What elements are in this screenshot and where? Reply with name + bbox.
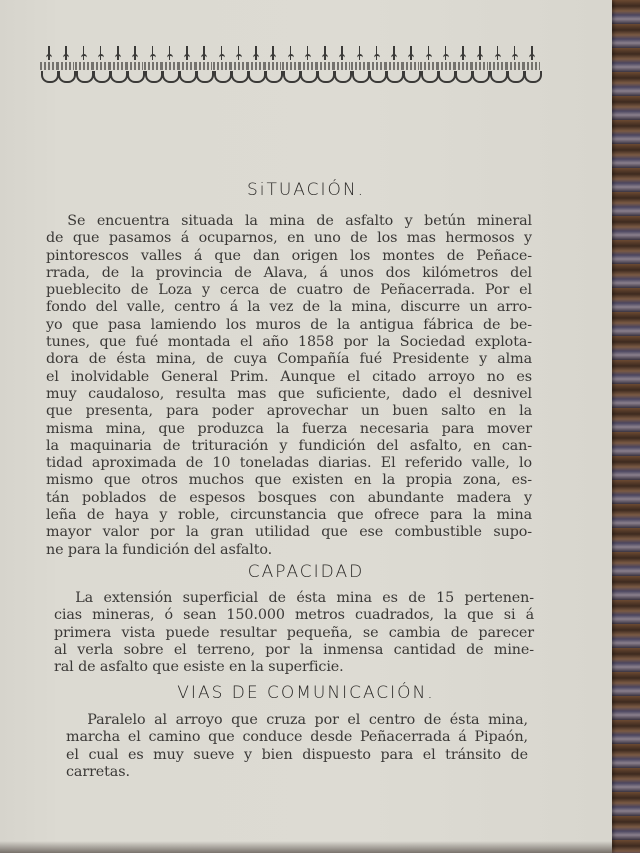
ornament-unit-icon	[264, 46, 281, 82]
text-line: dora de ésta mina, de cuya Compañía fué Presidente y alma	[46, 351, 532, 368]
ornament-unit-icon	[57, 46, 74, 82]
text-line: fondo del valle, centro á la vez de la mina, discurre un arro-	[46, 299, 532, 316]
text-line: pueblecito de Loza y cerca de cuatro de Peñacerrada. Por el	[46, 282, 532, 299]
ornament-unit-icon	[126, 46, 143, 82]
ornament-unit-icon	[195, 46, 212, 82]
text-line: leña de haya y roble, circunstancia que ofrece para la mina	[46, 507, 532, 524]
text-line: misma mina, que produzca la fuerza necesaria para mover	[46, 420, 532, 437]
text-line: tunes, que fué montada el año 1858 por la Sociedad explota-	[46, 334, 532, 351]
text-line: yo que pasa lamiendo los muros de la antigua fábrica de be-	[46, 316, 532, 333]
text-line: rrada, de la provincia de Alava, á unos dos kilómetros del	[46, 264, 532, 281]
text-line: de que pasamos á ocuparnos, en uno de los mas hermosos y	[46, 230, 532, 247]
text-line: Se encuentra situada la mina de asfalto y betún mineral	[46, 213, 532, 229]
heading-capacidad: CAPACIDAD	[247, 562, 365, 582]
heading-vias-de-comunicacion: VIAS DE COMUNICACIÓN.	[177, 683, 435, 703]
text-line: cias mineras, ó sean 150.000 metros cuadrados, la que si á	[54, 607, 534, 624]
text-line: mismo que otros muchos que existen en la propia zona, es-	[46, 472, 532, 489]
text-line: pintorescos valles á que dan origen los montes de Peñace-	[46, 247, 532, 264]
text-line: tán poblados de espesos bosques con abundante madera y	[46, 489, 532, 506]
paragraph-situacion	[46, 213, 532, 559]
ornament-unit-icon	[92, 46, 109, 82]
ornament-unit-icon	[40, 46, 57, 82]
ornament-unit-icon	[368, 46, 385, 82]
heading-situacion: SiTUACIÓN.	[246, 180, 366, 200]
wooden-table-background	[610, 0, 640, 853]
ornament-unit-icon	[230, 46, 247, 82]
ornament-unit-icon	[489, 46, 506, 82]
ornament-unit-icon	[420, 46, 437, 82]
text-line: el inolvidable General Prim. Aunque el citado arroyo no es	[46, 368, 532, 385]
paragraph-capacidad	[54, 590, 534, 676]
ornament-unit-icon	[351, 46, 368, 82]
text-line: ne para la fundición del asfalto.	[46, 541, 273, 558]
text-line: marcha el camino que conduce desde Peñacerrada á Pipaón,	[66, 729, 528, 746]
text-line: la maquinaria de trituración y fundición del asfalto, en can-	[46, 437, 532, 454]
ornament-unit-icon	[282, 46, 299, 82]
text-line: carretas.	[66, 763, 130, 780]
text-line: que presenta, para poder aprovechar un buen salto en la	[46, 403, 532, 420]
ornament-unit-icon	[506, 46, 523, 82]
ornament-unit-icon	[109, 46, 126, 82]
ornament-unit-icon	[161, 46, 178, 82]
ornament-unit-icon	[437, 46, 454, 82]
ornament-unit-icon	[316, 46, 333, 82]
ornament-unit-icon	[178, 46, 195, 82]
text-line: muy caudaloso, resulta mas que suficiente, dado el desnivel	[46, 385, 532, 402]
ornament-unit-icon	[454, 46, 471, 82]
text-line: tidad aproximada de 10 toneladas diarias. El referido valle, lo	[46, 455, 532, 472]
ornament-unit-icon	[299, 46, 316, 82]
ornament-unit-icon	[213, 46, 230, 82]
decorative-border-icon	[40, 44, 540, 82]
ornament-unit-icon	[385, 46, 402, 82]
text-line: al verla sobre el terreno, por la inmensa cantidad de mine-	[54, 641, 534, 658]
ornament-unit-icon	[333, 46, 350, 82]
text-line: el cual es muy sueve y bien dispuesto para el tránsito de	[66, 746, 528, 763]
ornament-unit-icon	[247, 46, 264, 82]
ornament-unit-icon	[523, 46, 540, 82]
paragraph-vias-de-comunicacion	[66, 712, 528, 781]
ornament-unit-icon	[402, 46, 419, 82]
text-line: ral de asfalto que esiste en la superficie.	[54, 659, 344, 676]
page-edge-shadow	[0, 841, 612, 853]
ornament-unit-icon	[144, 46, 161, 82]
ornament-unit-icon	[471, 46, 488, 82]
text-line: La extensión superficial de ésta mina es de 15 pertenen-	[54, 590, 534, 606]
text-line: Paralelo al arroyo que cruza por el centro de ésta mina,	[66, 712, 528, 728]
text-line: primera vista puede resultar pequeña, se cambia de parecer	[54, 624, 534, 641]
text-line: mayor valor por la gran utilidad que ese combustible supo-	[46, 524, 532, 541]
ornament-unit-icon	[75, 46, 92, 82]
